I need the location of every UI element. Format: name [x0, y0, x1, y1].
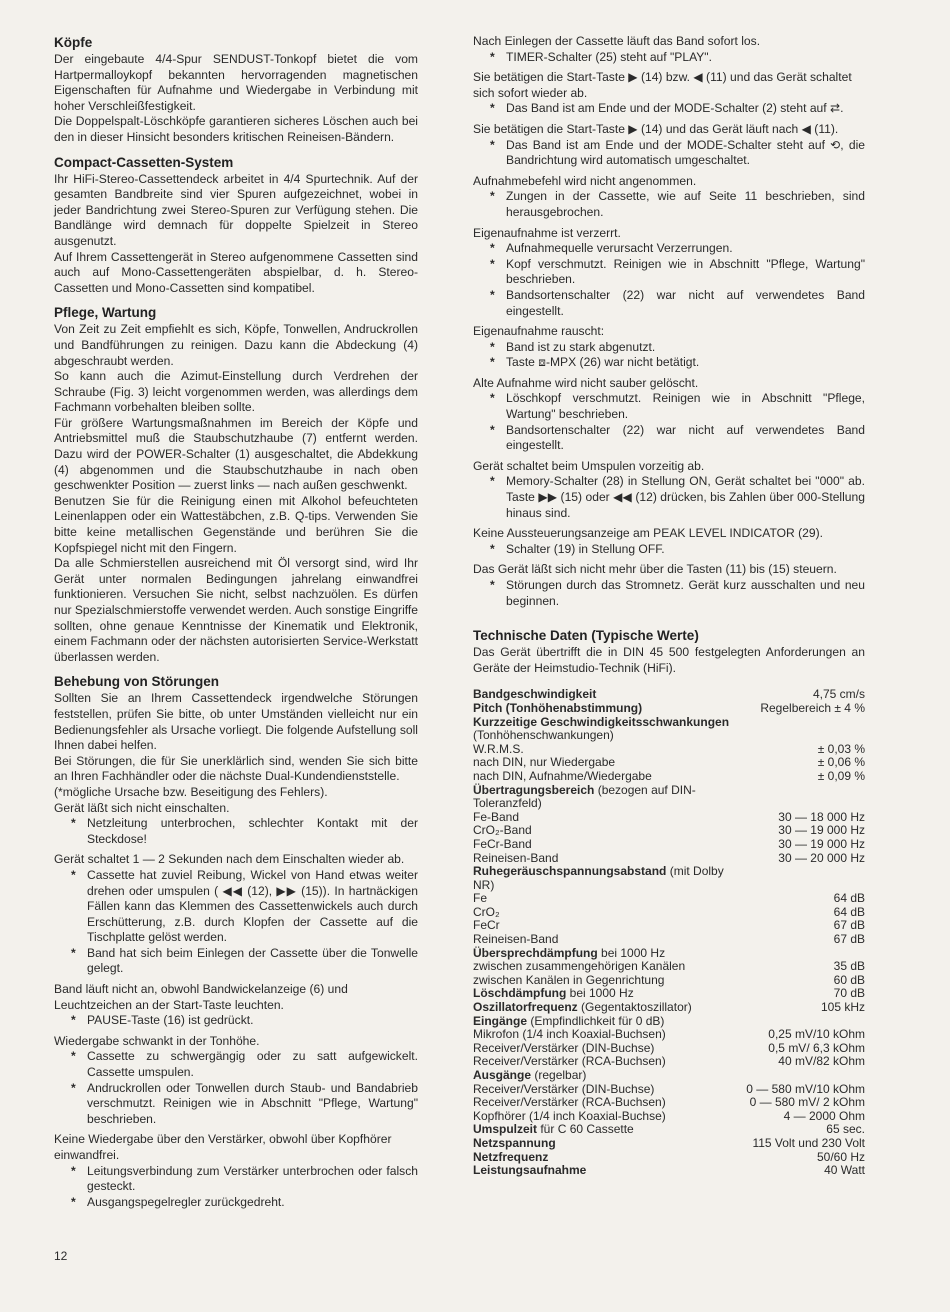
paragraph: Die Doppelspalt-Löschköpfe garantieren sicheres Löschen auch bei den in dieser Hinsicht besonders kritischen Reineisen-Bändern.: [54, 114, 418, 144]
spec-row: [473, 743, 865, 757]
spec-row: [473, 892, 865, 906]
spec-label-suffix: (Gegentaktoszillator): [577, 1000, 692, 1015]
paragraph: Das Gerät übertrifft die in DIN 45 500 festgelegten Anforderungen an Geräte der Heimstudio-Technik (HiFi).: [473, 645, 865, 675]
spec-label: [473, 947, 746, 961]
spec-value: 0,5 mV/ 6,3 kOhm: [768, 1040, 865, 1055]
section-technische-daten: [473, 627, 865, 1178]
spec-row: [473, 1123, 865, 1137]
spec-label: [473, 933, 746, 947]
spec-label: [473, 770, 746, 784]
spec-label: [473, 716, 746, 730]
spec-value: 105 kHz: [820, 1000, 865, 1015]
spec-row: [473, 784, 865, 811]
section-title: Compact-Cassetten-System: [54, 154, 234, 170]
spec-label: [473, 906, 746, 920]
spec-value: [746, 729, 865, 743]
fault-cause: * Andruckrollen oder Tonwellen durch Staub- und Bandabrieb verschmutzt. Reinigen wie in Abschnitt "Pflege, Wartung" beschrieben.: [87, 1081, 418, 1128]
spec-value: 64 dB: [833, 891, 865, 906]
spec-label-text: Ruhegeräuschspannungsabstand: [473, 864, 667, 879]
fault-cause: * Bandsortenschalter (22) war nicht auf verwendetes Band eingestellt.: [506, 423, 865, 454]
spec-row: [473, 865, 865, 892]
paragraph: Der eingebaute 4/4-Spur SENDUST-Tonkopf bietet die vom Hartpermalloykopf bekannten hervorragenden magnetischen Eigenschaften für Aufnahme und Wiedergabe in Verbindung mit hoher Verschleißfestigkeit.: [54, 52, 418, 113]
spec-label-text: Receiver/Verstärker (RCA-Buchsen): [473, 1095, 666, 1110]
spec-label-text: Reineisen-Band: [473, 932, 559, 947]
spec-value: 0 — 580 mV/10 kOhm: [746, 1081, 865, 1096]
fault-description: Gerät läßt sich nicht einschalten.: [54, 800, 230, 815]
spec-label: [473, 1069, 746, 1083]
fault-list: [473, 34, 865, 609]
spec-label-text: (Tonhöhenschwankungen): [473, 728, 614, 743]
fault-description: Eigenaufnahme rauscht:: [473, 324, 605, 339]
right-column: [473, 34, 865, 1186]
fault-cause: * Aufnahmequelle verursacht Verzerrungen.: [506, 241, 865, 257]
spec-row: [473, 716, 865, 730]
spec-row: [473, 933, 865, 947]
spec-row: [473, 729, 865, 743]
fault-cause: * Kopf verschmutzt. Reinigen wie in Abschnitt "Pflege, Wartung" beschrieben.: [506, 257, 865, 288]
spec-label-suffix: bei 1000 Hz: [566, 986, 634, 1001]
fault-description: Keine Wiedergabe über den Verstärker, obwohl über Kopfhörer einwandfrei.: [54, 1132, 392, 1162]
fault-description: Gerät schaltet 1 — 2 Sekunden nach dem Einschalten wieder ab.: [54, 852, 405, 867]
spec-row: [473, 960, 865, 974]
spec-value: 4 — 2000 Ohm: [783, 1108, 865, 1123]
spec-row: [473, 919, 865, 933]
spec-row: [473, 756, 865, 770]
fault-entry: [54, 1034, 418, 1128]
spec-value: 65 sec.: [826, 1122, 865, 1137]
spec-row: [473, 1096, 865, 1110]
spec-label: [473, 1151, 746, 1165]
spec-value: 30 — 20 000 Hz: [778, 850, 865, 865]
spec-label-text: Receiver/Verstärker (RCA-Buchsen): [473, 1054, 666, 1069]
spec-label-text: FeCr: [473, 918, 500, 933]
spec-label: [473, 852, 746, 866]
fault-cause: * Störungen durch das Stromnetz. Gerät kurz ausschalten und neu beginnen.: [506, 578, 865, 609]
spec-row: [473, 906, 865, 920]
section-koepfe: [54, 34, 418, 146]
spec-label-text: Kopfhörer (1/4 inch Koaxial-Buchse): [473, 1108, 666, 1123]
spec-value: 30 — 18 000 Hz: [778, 809, 865, 824]
spec-label: [473, 729, 746, 743]
fault-cause: * Das Band ist am Ende und der MODE-Schalter (2) steht auf ⇄.: [506, 101, 865, 117]
spec-row: [473, 824, 865, 838]
spec-label: [473, 702, 746, 716]
fault-entry: [473, 324, 865, 371]
fault-cause: * TIMER-Schalter (25) steht auf "PLAY".: [506, 50, 865, 66]
spec-value: 35 dB: [833, 959, 865, 974]
spec-row: [473, 1015, 865, 1029]
spec-value: 40 mV/82 kOhm: [778, 1054, 865, 1069]
spec-row: [473, 688, 865, 702]
spec-label: [473, 1137, 746, 1151]
spec-value: [746, 947, 865, 961]
paragraph: Auf Ihrem Cassettengerät in Stereo aufgenommene Cassetten sind auch auf Mono-Cassettengeräten abspielbar, d. h. Stereo-Cassetten und Mono-Cassetten sind kompatibel.: [54, 249, 418, 295]
spec-row: [473, 838, 865, 852]
spec-row: [473, 702, 865, 716]
spec-label: [473, 1015, 746, 1029]
spec-label-text: Receiver/Verstärker (DIN-Buchse): [473, 1081, 655, 1096]
spec-label: [473, 811, 746, 825]
fault-cause: * Ausgangspegelregler zurückgedreht.: [87, 1195, 418, 1211]
spec-row: [473, 1164, 865, 1178]
spec-value: 67 dB: [833, 918, 865, 933]
spec-label-text: Löschdämpfung: [473, 986, 567, 1001]
spec-label-text: Übertragungsbereich: [473, 782, 595, 797]
fault-cause: * Cassette zu schwergängig oder zu satt aufgewickelt. Cassette umspulen.: [87, 1049, 418, 1080]
fault-cause: * Löschkopf verschmutzt. Reinigen wie in Abschnitt "Pflege, Wartung" beschrieben.: [506, 391, 865, 422]
fault-entry: [54, 852, 418, 977]
spec-value: 0,25 mV/10 kOhm: [768, 1027, 865, 1042]
fault-cause: * PAUSE-Taste (16) ist gedrückt.: [87, 1013, 418, 1029]
spec-label-text: Eingänge: [473, 1013, 528, 1028]
fault-description: Eigenaufnahme ist verzerrt.: [473, 225, 621, 240]
spec-label-text: Netzspannung: [473, 1135, 556, 1150]
spec-row: [473, 811, 865, 825]
fault-cause: * Leitungsverbindung zum Verstärker unterbrochen oder falsch gesteckt.: [87, 1164, 418, 1195]
spec-label-text: zwischen zusammengehörigen Kanälen: [473, 959, 686, 974]
spec-value: ± 0,06 %: [817, 755, 865, 770]
spec-table: [473, 688, 865, 1177]
spec-row: [473, 1083, 865, 1097]
section-title: Köpfe: [54, 35, 93, 50]
spec-value: 30 — 19 000 Hz: [778, 836, 865, 851]
spec-value: 60 dB: [833, 972, 865, 987]
page-number: 12: [54, 1249, 68, 1263]
fault-list: [54, 801, 418, 1211]
spec-row: [473, 1137, 865, 1151]
fault-entry: [54, 801, 418, 848]
fault-description: Das Gerät läßt sich nicht mehr über die Tasten (11) bis (15) steuern.: [473, 562, 837, 577]
fault-description: Band läuft nicht an, obwohl Bandwickelanzeige (6) und Leuchtzeichen an der Start-Taste leuchten.: [54, 982, 348, 1012]
paragraph: Bei Störungen, die für Sie unerklärlich sind, wenden Sie sich bitte an Ihren Fachhändler oder die nächste Dual-Kundendienststelle.: [54, 753, 418, 784]
spec-row: [473, 1028, 865, 1042]
fault-description: Alte Aufnahme wird nicht sauber gelöscht.: [473, 375, 699, 390]
spec-label-text: Oszillatorfrequenz: [473, 1000, 578, 1015]
spec-label: [473, 1055, 746, 1069]
fault-cause: * Bandsortenschalter (22) war nicht auf verwendetes Band eingestellt.: [506, 288, 865, 319]
spec-value: 70 dB: [833, 986, 865, 1001]
section-behebung-von-stoerungen: [54, 673, 418, 1210]
spec-value: 50/60 Hz: [816, 1149, 865, 1164]
spec-value: Regelbereich ± 4 %: [760, 700, 865, 715]
spec-label: [473, 987, 746, 1001]
section-compact-cassetten-system: [54, 154, 418, 297]
spec-label-text: Fe: [473, 891, 488, 906]
fault-description: Sie betätigen die Start-Taste ▶ (14) bzw. ◀ (11) und das Gerät schaltet sich sofort wieder ab.: [473, 70, 852, 100]
spec-label-text: Mikrofon (1/4 inch Koaxial-Buchsen): [473, 1027, 666, 1042]
spec-label: [473, 1110, 746, 1124]
fault-description: Nach Einlegen der Cassette läuft das Band sofort los.: [473, 34, 761, 48]
spec-label: [473, 824, 746, 838]
spec-label: [473, 1096, 746, 1110]
spec-label: [473, 784, 746, 811]
paragraph: Benutzen Sie für die Reinigung einen mit Alkohol befeuchteten Leinenlappen oder ein Wattestäbchen, z.B. Q-tips. Verwenden Sie bitte keine metallischen Gegenstände und berühren Sie die Kopfspiegel nicht mit den Fingern.: [54, 493, 418, 555]
spec-label: [473, 1042, 746, 1056]
fault-entry: [473, 562, 865, 609]
spec-label: [473, 1123, 746, 1137]
spec-label-text: W.R.M.S.: [473, 741, 524, 756]
spec-label-text: Leistungsaufnahme: [473, 1163, 587, 1178]
spec-label-text: FeCr-Band: [473, 836, 532, 851]
section-title: Pflege, Wartung: [54, 305, 157, 321]
spec-row: [473, 947, 865, 961]
spec-label: [473, 892, 746, 906]
fault-entry: [473, 122, 865, 169]
fault-entry: [473, 376, 865, 454]
fault-entry: [54, 1132, 418, 1210]
fault-entry: [473, 526, 865, 557]
spec-value: [746, 716, 865, 730]
spec-label: [473, 1164, 746, 1178]
spec-label: [473, 688, 746, 702]
spec-label-text: Reineisen-Band: [473, 850, 559, 865]
fault-cause: * Memory-Schalter (28) in Stellung ON, Gerät schaltet bei "000" ab. Taste ▶▶ (15) oder ◀◀ (12) drücken, bis Zahlen über 000-Stellung hinaus sind.: [506, 474, 865, 521]
spec-label: [473, 865, 746, 892]
spec-value: 4,75 cm/s: [812, 687, 865, 702]
paragraph: So kann auch die Azimut-Einstellung durch Verdrehen der Schraube (Fig. 3) leicht vorgenommen werden, was allerdings dem Fachmann vorbehalten bleiben sollte.: [54, 369, 418, 415]
spec-label-suffix: (bezogen auf DIN-Toleranzfeld): [473, 782, 696, 811]
paragraph: Da alle Schmierstellen ausreichend mit Öl versorgt sind, wird Ihr Gerät unter normalen Bedingungen jahrelang einwandfrei funktionieren. Versuchen Sie nicht, selbst nachzuölen. Es dürfen nur Spezialschmierstoffe verwendet werden. Auch sonstige Eingriffe sollten, ohne genaue Kenntnisse der Kinematik und Elektronik, einem Fachmann oder der nächsten autorisierten Service-Werkstatt überlassen werden.: [54, 556, 418, 664]
section-title: Behebung von Störungen: [54, 674, 219, 690]
spec-label: [473, 919, 746, 933]
fault-entry: [473, 226, 865, 320]
spec-label-text: Netzfrequenz: [473, 1149, 549, 1164]
spec-label-text: Ausgänge: [473, 1068, 532, 1082]
spec-row: [473, 1069, 865, 1083]
spec-label-text: Kurzzeitige Geschwindigkeitsschwankungen: [473, 714, 730, 729]
section-pflege-wartung: [54, 304, 418, 665]
spec-value: [746, 865, 865, 892]
fault-cause: * Taste ⧈-MPX (26) war nicht betätigt.: [506, 355, 865, 371]
spec-row: [473, 1055, 865, 1069]
fault-description: Keine Aussteuerungsanzeige am PEAK LEVEL INDICATOR (29).: [473, 526, 823, 541]
spec-value: 115 Volt und 230 Volt: [752, 1135, 865, 1150]
spec-label-text: Pitch (Tonhöhenabstimmung): [473, 700, 643, 715]
spec-label-text: nach DIN, nur Wiedergabe: [473, 755, 616, 770]
fault-entry: [473, 70, 865, 117]
spec-value: 40 Watt: [824, 1163, 865, 1178]
spec-label-text: Bandgeschwindigkeit: [473, 687, 597, 702]
spec-row: [473, 974, 865, 988]
spec-row: [473, 1151, 865, 1165]
fault-cause: * Band hat sich beim Einlegen der Cassette über die Tonwelle gelegt.: [87, 946, 418, 977]
spec-row: [473, 1001, 865, 1015]
spec-label: [473, 838, 746, 852]
spec-label: [473, 960, 746, 974]
spec-value: ± 0,03 %: [817, 741, 865, 756]
section-title: Technische Daten (Typische Werte): [473, 628, 699, 644]
spec-row: [473, 1110, 865, 1124]
spec-row: [473, 1042, 865, 1056]
paragraph: Für größere Wartungsmaßnahmen im Bereich der Köpfe und Antriebsmittel muß die Staubschutzhaube (7) entfernt werden. Dazu wird der POWER-Schalter (1) ausgeschaltet, die Abdekkung (4) abgenommen und die Staubschutzhaube in nach oben geschwenkter Position — zuerst links — nach außen geschwenkt.: [54, 415, 418, 493]
spec-label-text: CrO₂-Band: [473, 823, 532, 838]
fault-entry: [473, 459, 865, 521]
spec-value: 0 — 580 mV/ 2 kOhm: [749, 1095, 865, 1110]
fault-entry: [473, 34, 865, 65]
spec-label-text: zwischen Kanälen in Gegenrichtung: [473, 972, 665, 987]
spec-label: [473, 743, 746, 757]
fault-cause: * Schalter (19) in Stellung OFF.: [506, 542, 865, 558]
spec-row: [473, 852, 865, 866]
spec-label-suffix: bei 1000 Hz: [597, 945, 666, 960]
fault-cause: * Band ist zu stark abgenutzt.: [506, 340, 865, 356]
spec-value: [746, 1015, 865, 1029]
spec-label-suffix: (Empfindlichkeit für 0 dB): [527, 1013, 665, 1028]
spec-row: [473, 987, 865, 1001]
paragraph: Sollten Sie an Ihrem Cassettendeck irgendwelche Störungen feststellen, prüfen Sie bitte, ob unter Umständen vielleicht nur ein Bedienungsfehler als Ursache vorliegt. Die folgende Aufstellung soll Ihnen dabei helfen.: [54, 691, 418, 753]
left-column: [54, 34, 418, 1218]
spec-label: [473, 1001, 746, 1015]
spec-label: [473, 974, 746, 988]
fault-cause: * Das Band ist am Ende und der MODE-Schalter steht auf ⟲, die Bandrichtung wird automatisch umgeschaltet.: [506, 138, 865, 169]
spec-value: [746, 1069, 865, 1083]
spec-label-text: Receiver/Verstärker (DIN-Buchse): [473, 1040, 655, 1055]
spec-label-text: Fe-Band: [473, 809, 520, 824]
fault-description: Wiedergabe schwankt in der Tonhöhe.: [54, 1033, 260, 1048]
spec-value: 67 dB: [833, 932, 865, 947]
spec-value: ± 0,09 %: [817, 768, 865, 783]
spec-label-text: Umspulzeit: [473, 1122, 538, 1137]
spec-label-text: nach DIN, Aufnahme/Wiedergabe: [473, 768, 652, 783]
spec-label: [473, 1028, 746, 1042]
spec-row: [473, 770, 865, 784]
fault-cause: * Netzleitung unterbrochen, schlechter Kontakt mit der Steckdose!: [87, 816, 418, 847]
spec-label-text: Übersprechdämpfung: [473, 945, 598, 960]
spec-value: 30 — 19 000 Hz: [778, 823, 865, 838]
fault-cause: * Zungen in der Cassette, wie auf Seite 11 beschrieben, sind herausgebrochen.: [506, 189, 865, 220]
fault-description: Sie betätigen die Start-Taste ▶ (14) und das Gerät läuft nach ◀ (11).: [473, 121, 839, 136]
fault-cause: * Cassette hat zuviel Reibung, Wickel von Hand etwas weiter drehen oder umspulen ( ◀◀ (12), ▶▶ (15)). In hartnäckigen Fällen kann das Klemmen des Cassettenwickels auch durch Erschütterung, z.B. durch Klopfen der Cassette auf die Tischplatte gelöst werden.: [87, 868, 418, 946]
paragraph: Ihr HiFi-Stereo-Cassettendeck arbeitet in 4/4 Spurtechnik. Auf der gesamten Bandbreite sind vier Spuren aufgezeichnet, wobei in jeder Bandrichtung zwei Stereo-Spuren zur Verfügung stehen. Die Bandlänge wird demnach für doppelte Spielzeit in Stereo ausgenutzt.: [54, 171, 418, 248]
paragraph: (*mögliche Ursache bzw. Beseitigung des Fehlers).: [54, 784, 328, 799]
fault-entry: [473, 174, 865, 221]
fault-description: Aufnahmebefehl wird nicht angenommen.: [473, 173, 697, 188]
spec-label-text: CrO₂: [473, 904, 500, 919]
spec-label-suffix: (regelbar): [531, 1068, 587, 1082]
spec-label-suffix: (mit Dolby NR): [473, 864, 724, 892]
fault-entry: [54, 982, 418, 1029]
spec-label: [473, 1083, 746, 1097]
fault-description: Gerät schaltet beim Umspulen vorzeitig ab.: [473, 458, 705, 473]
spec-label: [473, 756, 746, 770]
spec-value: [746, 784, 865, 811]
paragraph: Von Zeit zu Zeit empfiehlt es sich, Köpfe, Tonwellen, Andruckrollen und Bandführungen zu reinigen. Dazu kann die Abdeckung (4) abgeschraubt werden.: [54, 322, 418, 368]
spec-value: 64 dB: [833, 904, 865, 919]
spec-label-suffix: für C 60 Cassette: [537, 1122, 634, 1137]
